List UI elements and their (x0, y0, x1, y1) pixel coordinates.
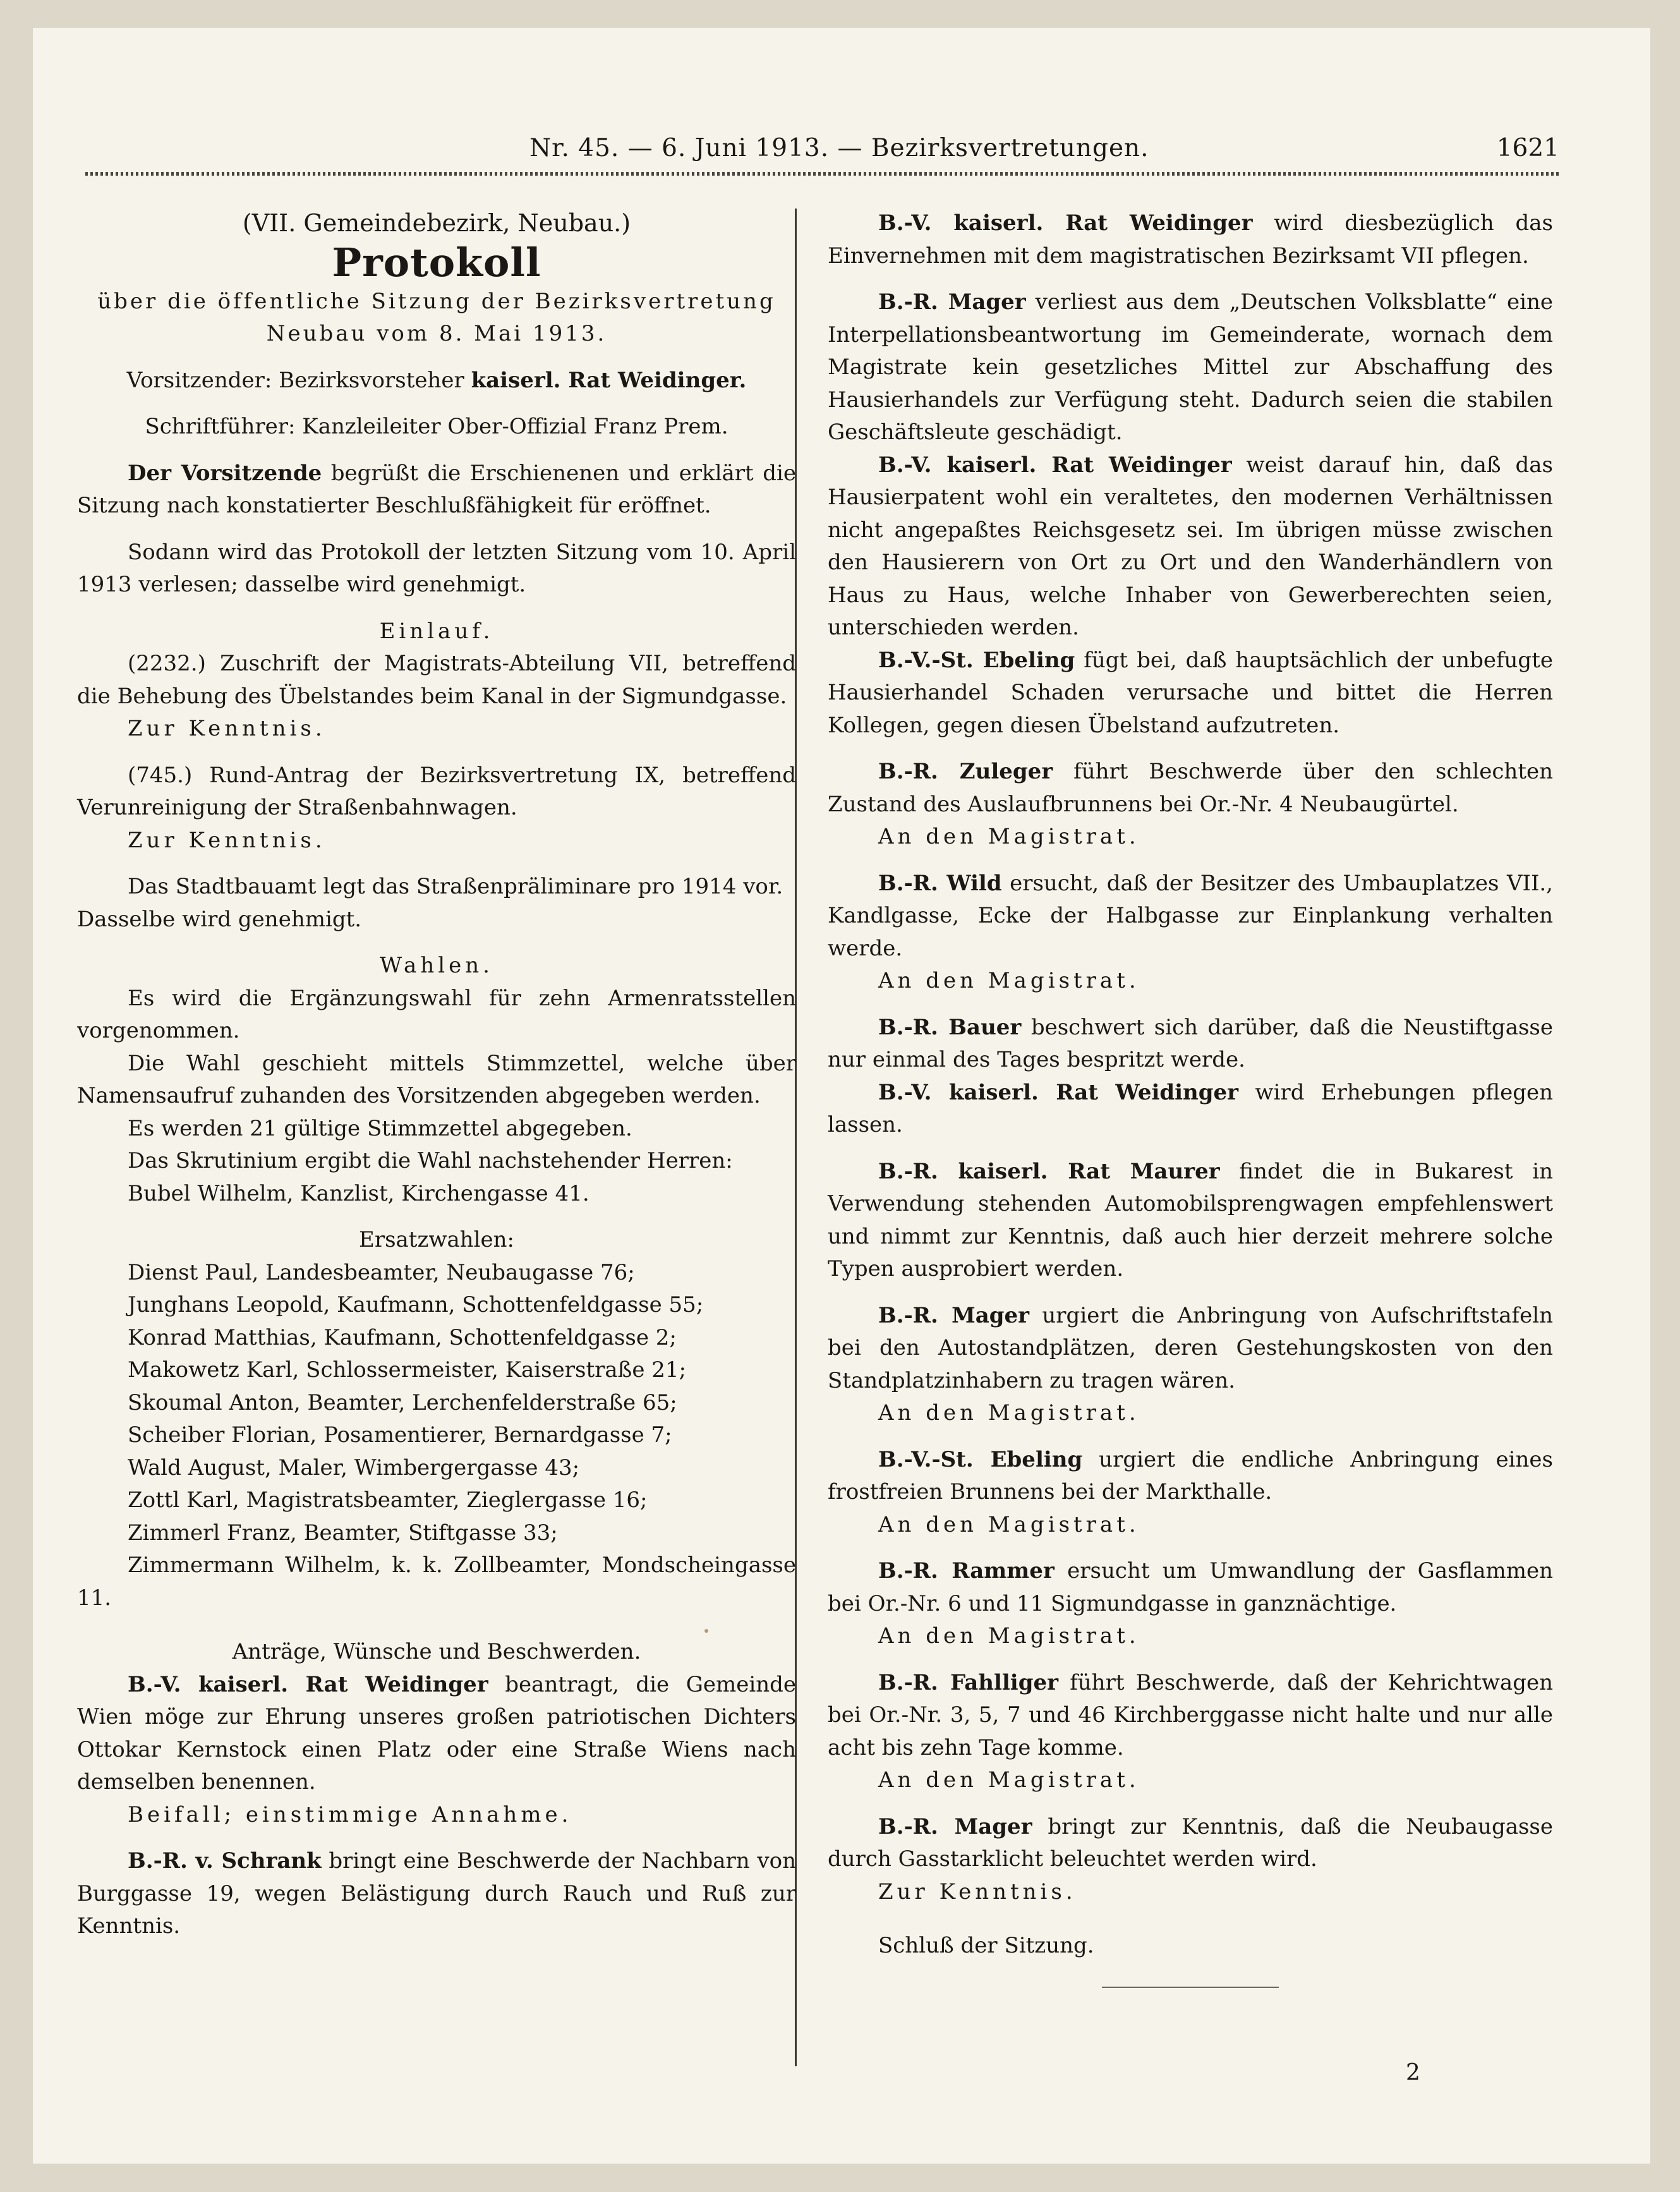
einlauf-item-2-result: Zur Kenntnis. (128, 827, 326, 853)
ersatz-entry: Zimmermann Wilhelm, k. k. Zollbeamter, Mondscheingasse 11. (77, 1553, 796, 1611)
antrag-1-result: Beifall; einstimmige Annahme. (128, 1801, 572, 1827)
item-r3 (828, 449, 1553, 645)
speaker: B.-V. kaiserl. Rat Weidinger (878, 452, 1232, 478)
ersatz-entry: Dienst Paul, Landesbeamter, Neubaugasse 76; (128, 1259, 635, 1285)
item-r6 (828, 868, 1553, 966)
page-number: 1621 (1496, 134, 1559, 162)
speaker: B.-R. Mager (878, 289, 1026, 315)
speaker: B.-R. v. Schrank (128, 1848, 322, 1874)
item-text: fügt bei, daß hauptsächlich der unbefugte Hausierhandel Schaden verursache und bittet die Herren Kollegen, gegen diesen Übelstand aufzutreten. (828, 647, 1553, 738)
speaker: B.-R. Bauer (878, 1014, 1022, 1040)
opening-paragraph (77, 457, 796, 523)
item-text: urgiert die endliche Anbringung eines frostfreien Brunnens bei der Markthalle. (828, 1446, 1553, 1505)
item-r14-result: Zur Kenntnis. (878, 1879, 1077, 1904)
item-r13-result: An den Magistrat. (878, 1767, 1140, 1793)
item-r5 (828, 756, 1553, 821)
wahlen-para-4: Das Skrutinium ergibt die Wahl nachstehender Herren: (128, 1148, 733, 1173)
item-r1 (828, 207, 1553, 272)
chair-label: Vorsitzender: Bezirksvorsteher (126, 367, 464, 393)
item-r14 (828, 1811, 1553, 1876)
speaker: B.-R. Rammer (878, 1558, 1055, 1583)
item-text: ersucht um Umwandlung der Gasflammen bei Or.-Nr. 6 und 11 Sigmundgasse in ganznächtige. (828, 1558, 1553, 1616)
speaker: B.-R. Mager (878, 1302, 1030, 1328)
header-rule (85, 172, 1561, 176)
document-title: Protokoll (332, 239, 541, 286)
elected-member: Bubel Wilhelm, Kanzlist, Kirchengasse 41. (128, 1180, 589, 1206)
einlauf-item-2: (745.) Rund-Antrag der Bezirksvertretung IX, betreffend Verunreinigung der Straßenbahnwagen. (77, 762, 796, 820)
item-r5-result: An den Magistrat. (878, 824, 1140, 849)
item-r11-result: An den Magistrat. (878, 1511, 1140, 1537)
item-r2 (828, 286, 1553, 449)
speaker: B.-R. Mager (878, 1814, 1032, 1839)
item-r6-result: An den Magistrat. (878, 968, 1140, 993)
left-column (77, 207, 796, 1943)
item-text: weist darauf hin, daß das Hausierpatent wohl ein veraltetes, den modernen Verhältnissen nicht angepaßtes Reichsgesetz sei. Im übrigen müsse zwischen den Hausierern von Ort zu Ort und den Wanderhändlern von Haus zu Haus, welche Inhaber von Gewerberechten seien, unterschieden werden. (828, 452, 1553, 640)
minutes-paragraph: Sodann wird das Protokoll der letzten Sitzung vom 10. April 1913 verlesen; dasselbe wird genehmigt. (77, 539, 796, 597)
closing-line: Schluß der Sitzung. (878, 1933, 1094, 1958)
item-r13 (828, 1667, 1553, 1765)
chair-line (77, 365, 796, 397)
running-header (112, 134, 1559, 172)
item-r10-result: An den Magistrat. (878, 1400, 1140, 1426)
speaker: B.-V. kaiserl. Rat Weidinger (878, 210, 1253, 236)
opening-text: begrüßt die Erschienenen und erklärt die Sitzung nach konstatierter Beschlußfähigkeit für eröffnet. (77, 460, 796, 518)
sheet-number: 2 (1406, 2060, 1420, 2086)
ersatz-entry: Skoumal Anton, Beamter, Lerchenfelderstraße 65; (128, 1390, 677, 1415)
item-text: findet die in Bukarest in Verwendung stehenden Automobilsprengwagen empfehlenswert und nimmt zur Kenntnis, daß auch hier derzeit mehrere solche Typen ausprobiert werden. (828, 1158, 1553, 1281)
item-text: bringt zur Kenntnis, daß die Neubaugasse durch Gasstarklicht beleuchtet werden wird. (828, 1814, 1553, 1872)
ersatz-entry: Zottl Karl, Magistratsbeamter, Zieglergasse 16; (128, 1487, 648, 1513)
closing-rule (1102, 1987, 1279, 1988)
antrag-1-text: beantragt, die Gemeinde Wien möge zur Ehrung unseres großen patriotischen Dichters Ottokar Kernstock einen Platz oder eine Straße Wiens nach demselben benennen. (77, 1671, 796, 1795)
item-r8 (828, 1077, 1553, 1142)
speaker: B.-R. Wild (878, 870, 1002, 896)
item-text: verliest aus dem „Deutschen Volksblatte“ eine Interpellationsbeantwortung im Gemeinderate, wornach dem Magistrate kein gesetzliches Mittel zur Abschaffung des Hausierhandels zur Verfügung steht. Dadurch seien die stabilen Geschäftsleute geschädigt. (828, 289, 1553, 445)
antrag-2 (77, 1845, 796, 1943)
subtitle-line-1: über die öffentliche Sitzung der Bezirksvertretung (97, 288, 776, 314)
speaker: B.-V. kaiserl. Rat Weidinger (878, 1079, 1239, 1105)
wahlen-para-2: Die Wahl geschieht mittels Stimmzettel, welche über Namensaufruf zuhanden des Vorsitzenden abgegeben werden. (77, 1050, 796, 1108)
item-text: führt Beschwerde, daß der Kehrichtwagen bei Or.-Nr. 3, 5, 7 und 46 Kirchberggasse nicht halte und nur alle acht bis zehn Tage komme. (828, 1669, 1553, 1760)
item-text: urgiert die Anbringung von Aufschriftstafeln bei den Autostandplätzen, deren Gestehungskosten von den Standplatzinhabern zu tragen wären. (828, 1302, 1554, 1393)
speaker: B.-R. Zuleger (878, 759, 1053, 784)
wahlen-heading: Wahlen. (380, 953, 493, 978)
district-heading: (VII. Gemeindebezirk, Neubau.) (242, 209, 631, 237)
wahlen-para-3: Es werden 21 gültige Stimmzettel abgegeben. (128, 1115, 632, 1141)
speaker: B.-V. kaiserl. Rat Weidinger (128, 1671, 488, 1697)
item-r7 (828, 1012, 1553, 1077)
item-r4 (828, 645, 1553, 742)
speaker: B.-V.-St. Ebeling (878, 1446, 1083, 1472)
item-r9 (828, 1156, 1553, 1286)
antrag-2-text: bringt eine Beschwerde der Nachbarn von Burggasse 19, wegen Belästigung durch Rauch und Ruß zur Kenntnis. (77, 1848, 796, 1939)
item-text: ersucht, daß der Besitzer des Umbauplatzes VII., Kandlgasse, Ecke der Halbgasse zur Einplankung verhalten werde. (828, 870, 1553, 961)
secretary-line: Schriftführer: Kanzleileiter Ober-Offizial Franz Prem. (145, 414, 728, 439)
wahlen-para-1: Es wird die Ergänzungswahl für zehn Armenratsstellen vorgenommen. (77, 985, 796, 1043)
chair-ref: Der Vorsitzende (128, 460, 322, 486)
antrag-1 (77, 1669, 796, 1799)
chair-name: kaiserl. Rat Weidinger. (471, 367, 747, 393)
speaker: B.-R. kaiserl. Rat Maurer (878, 1158, 1220, 1184)
item-text: führt Beschwerde über den schlechten Zustand des Auslaufbrunnens bei Or.-Nr. 4 Neubaugürtel. (828, 759, 1553, 817)
ersatz-entry: Konrad Matthias, Kaufmann, Schottenfeldgasse 2; (128, 1324, 677, 1350)
item-text: wird Erhebungen pflegen lassen. (828, 1079, 1553, 1137)
antraege-heading: Anträge, Wünsche und Beschwerden. (232, 1639, 641, 1664)
item-text: beschwert sich darüber, daß die Neustiftgasse nur einmal des Tages bespritzt werde. (828, 1014, 1553, 1072)
einlauf-heading: Einlauf. (379, 618, 494, 644)
header-title: Nr. 45. — 6. Juni 1913. — Bezirksvertretungen. (529, 134, 1149, 162)
subtitle-line-2: Neubau vom 8. Mai 1913. (266, 321, 607, 346)
item-r12 (828, 1555, 1553, 1620)
right-column (828, 207, 1553, 1988)
ersatz-entry: Scheiber Florian, Posamentierer, Bernardgasse 7; (128, 1422, 672, 1448)
item-r12-result: An den Magistrat. (878, 1623, 1140, 1649)
ersatz-heading: Ersatzwahlen: (359, 1227, 514, 1252)
item-text: wird diesbezüglich das Einvernehmen mit dem magistratischen Bezirksamt VII pflegen. (828, 210, 1553, 269)
ersatz-entry: Zimmerl Franz, Beamter, Stiftgasse 33; (128, 1520, 558, 1546)
einlauf-item-3-result: Dasselbe wird genehmigt. (77, 906, 362, 932)
speaker: B.-R. Fahlliger (878, 1669, 1059, 1695)
einlauf-item-3: Das Stadtbauamt legt das Straßenpräliminare pro 1914 vor. (128, 874, 783, 899)
ersatz-entry: Junghans Leopold, Kaufmann, Schottenfeldgasse 55; (128, 1292, 704, 1317)
einlauf-item-1-result: Zur Kenntnis. (128, 716, 326, 741)
item-r10 (828, 1300, 1553, 1398)
ersatz-entry: Wald August, Maler, Wimbergergasse 43; (128, 1455, 580, 1481)
item-r11 (828, 1444, 1553, 1509)
ersatz-entry: Makowetz Karl, Schlossermeister, Kaiserstraße 21; (128, 1357, 686, 1383)
einlauf-item-1: (2232.) Zuschrift der Magistrats-Abteilung VII, betreffend die Behebung des Übelstandes beim Kanal in der Sigmundgasse. (77, 651, 796, 709)
speaker: B.-V.-St. Ebeling (878, 647, 1075, 673)
